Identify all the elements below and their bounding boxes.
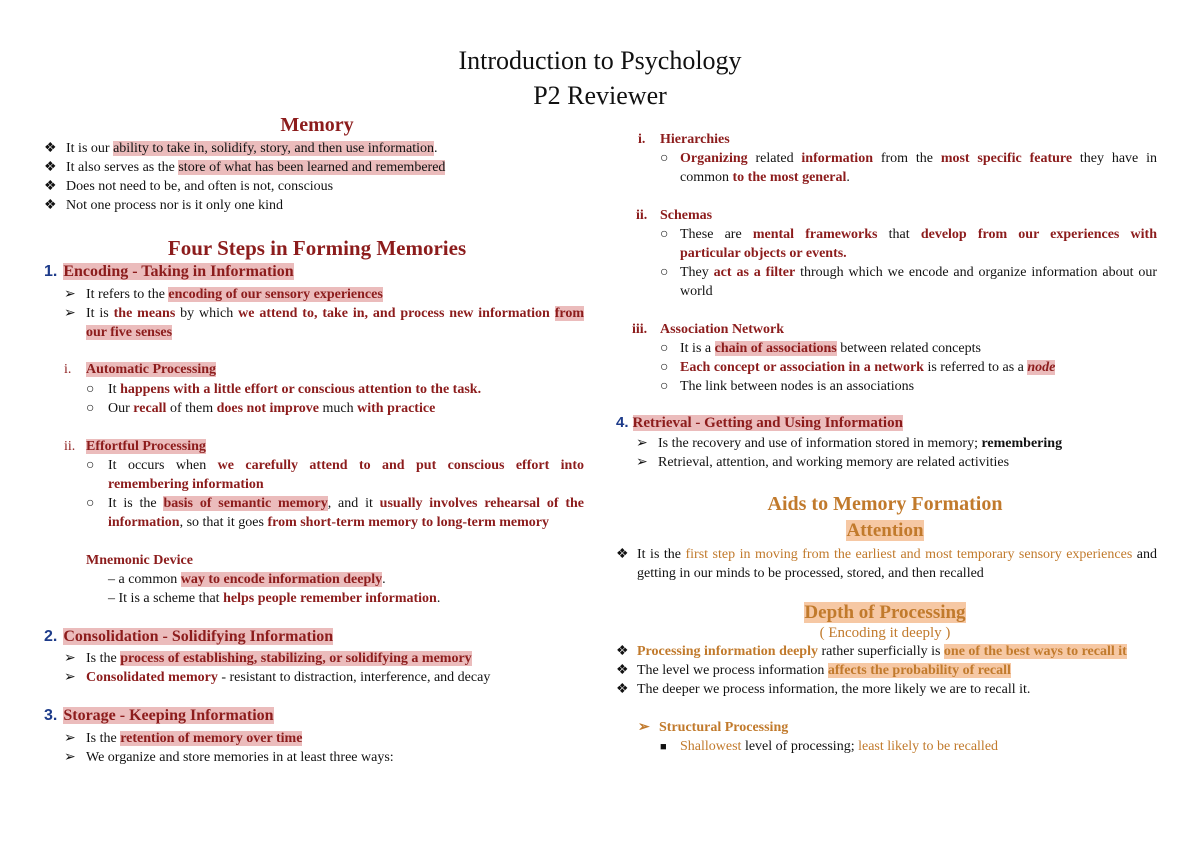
- memory-heading: Memory: [280, 114, 354, 136]
- attention-heading: Attention: [846, 520, 924, 541]
- mnemonic-line-2: – It is a scheme that helps people remember information.: [108, 591, 441, 606]
- depth-bullet-1: ❖ Processing information deeply rather superficially is one of the best ways to recall it: [616, 644, 1127, 659]
- step4-bullet-2: ➢ Retrieval, attention, and working memory are related activities: [636, 455, 1010, 470]
- step2-bullet-2: ➢ Consolidated memory - resistant to distraction, interference, and decay: [64, 670, 491, 685]
- step2-bullet-1: ➢ Is the process of establishing, stabilizing, or solidifying a memory: [64, 651, 472, 666]
- document-title: Introduction to Psychology: [458, 46, 742, 75]
- assoc-point-2: ○ Each concept or association in a network is referred to as a node: [660, 360, 1056, 375]
- circle-icon: ○: [86, 401, 95, 416]
- step-3-heading: 3. Storage - Keeping Information: [44, 707, 274, 724]
- arrow-icon: ➢: [64, 750, 76, 765]
- diamond-icon: ❖: [44, 160, 57, 175]
- diamond-icon: ❖: [616, 663, 629, 678]
- structural-point: ■ Shallowest level of processing; least likely to be recalled: [660, 737, 998, 757]
- arrow-icon: ➢: [64, 731, 76, 746]
- hierarchies-point: ○ Organizing related information from the most specific feature they have in common to the most general.: [660, 151, 1157, 185]
- memory-bullet-4: ❖ Not one process nor is it only one kind: [44, 198, 283, 213]
- auto-point-2: ○ Our recall of them does not improve much with practice: [86, 401, 436, 416]
- diamond-icon: ❖: [44, 141, 57, 156]
- step3-bullet-1: ➢ Is the retention of memory over time: [64, 731, 303, 746]
- assoc-point-1: ○ It is a chain of associations between related concepts: [660, 341, 981, 356]
- association-network-heading: iii. Association Network: [632, 322, 785, 337]
- automatic-processing-heading: i. Automatic Processing: [64, 362, 216, 377]
- circle-icon: ○: [86, 382, 95, 397]
- circle-icon: ○: [660, 227, 669, 242]
- effort-point-2: ○ It is the basis of semantic memory, and it usually involves rehearsal of the information, so that it goes from short-term memory to long-term memory: [86, 496, 584, 530]
- diamond-icon: ❖: [616, 644, 629, 659]
- schemas-point-1: ○ These are mental frameworks that develop from our experiences with particular objects or events.: [660, 227, 1157, 261]
- diamond-icon: ❖: [616, 547, 629, 562]
- depth-heading: Depth of Processing: [804, 602, 966, 623]
- step1-bullet-2: ➢ It is the means by which we attend to, take in, and process new information from our five senses: [64, 306, 585, 340]
- effort-point-1: ○ It occurs when we carefully attend to and put conscious effort into remembering information: [86, 458, 584, 492]
- memory-bullet-3: ❖ Does not need to be, and often is not, conscious: [44, 179, 334, 194]
- circle-icon: ○: [660, 151, 669, 166]
- effortful-processing-heading: ii. Effortful Processing: [64, 439, 206, 454]
- attention-bullet: ❖ It is the first step in moving from the earliest and most temporary sensory experiences and getting in our minds to be processed, stored, and then recalled: [616, 547, 1157, 581]
- arrow-icon: ➢: [636, 455, 648, 470]
- auto-point-1: ○ It happens with a little effort or conscious attention to the task.: [86, 382, 482, 397]
- step4-bullet-1: ➢ Is the recovery and use of information stored in memory; remembering: [636, 436, 1063, 451]
- aids-heading: Aids to Memory Formation: [767, 493, 1003, 515]
- depth-bullet-3: ❖ The deeper we process information, the more likely we are to recall it.: [616, 682, 1031, 697]
- arrow-icon: ➢: [638, 720, 650, 735]
- step-1-heading: 1. Encoding - Taking in Information: [44, 263, 294, 280]
- circle-icon: ○: [660, 265, 669, 280]
- step1-bullet-1: ➢ It refers to the encoding of our sensory experiences: [64, 287, 383, 302]
- circle-icon: ○: [86, 496, 95, 511]
- arrow-icon: ➢: [64, 670, 76, 685]
- memory-bullet-2: ❖ It also serves as the store of what has been learned and remembered: [44, 160, 446, 175]
- mnemonic-device-heading: Mnemonic Device: [86, 553, 193, 568]
- step-4-heading: 4. Retrieval - Getting and Using Information: [616, 414, 903, 431]
- circle-icon: ○: [660, 360, 669, 375]
- circle-icon: ○: [660, 379, 669, 394]
- schemas-heading: ii. Schemas: [636, 208, 713, 223]
- arrow-icon: ➢: [64, 287, 76, 302]
- hierarchies-heading: i. Hierarchies: [638, 132, 730, 147]
- diamond-icon: ❖: [44, 198, 57, 213]
- circle-icon: ○: [660, 341, 669, 356]
- diamond-icon: ❖: [44, 179, 57, 194]
- assoc-point-3: ○ The link between nodes is an associations: [660, 379, 915, 394]
- depth-subheading: ( Encoding it deeply ): [819, 625, 951, 641]
- diamond-icon: ❖: [616, 682, 629, 697]
- arrow-icon: ➢: [64, 651, 76, 666]
- schemas-point-2: ○ They act as a filter through which we encode and organize information about our world: [660, 265, 1158, 299]
- arrow-icon: ➢: [636, 436, 648, 451]
- memory-bullet-1: ❖ It is our ability to take in, solidify, story, and then use information.: [44, 141, 438, 156]
- mnemonic-line-1: – a common way to encode information deeply.: [108, 572, 386, 587]
- circle-icon: ○: [86, 458, 95, 473]
- depth-bullet-2: ❖ The level we process information affects the probability of recall: [616, 663, 1011, 678]
- square-icon: ■: [660, 741, 667, 753]
- document-subtitle: P2 Reviewer: [533, 81, 667, 110]
- structural-processing-heading: ➢ Structural Processing: [638, 720, 789, 735]
- step-2-heading: 2. Consolidation - Solidifying Information: [44, 628, 334, 645]
- step3-bullet-2: ➢ We organize and store memories in at least three ways:: [64, 750, 394, 765]
- arrow-icon: ➢: [64, 306, 76, 321]
- four-steps-heading: Four Steps in Forming Memories: [167, 236, 467, 260]
